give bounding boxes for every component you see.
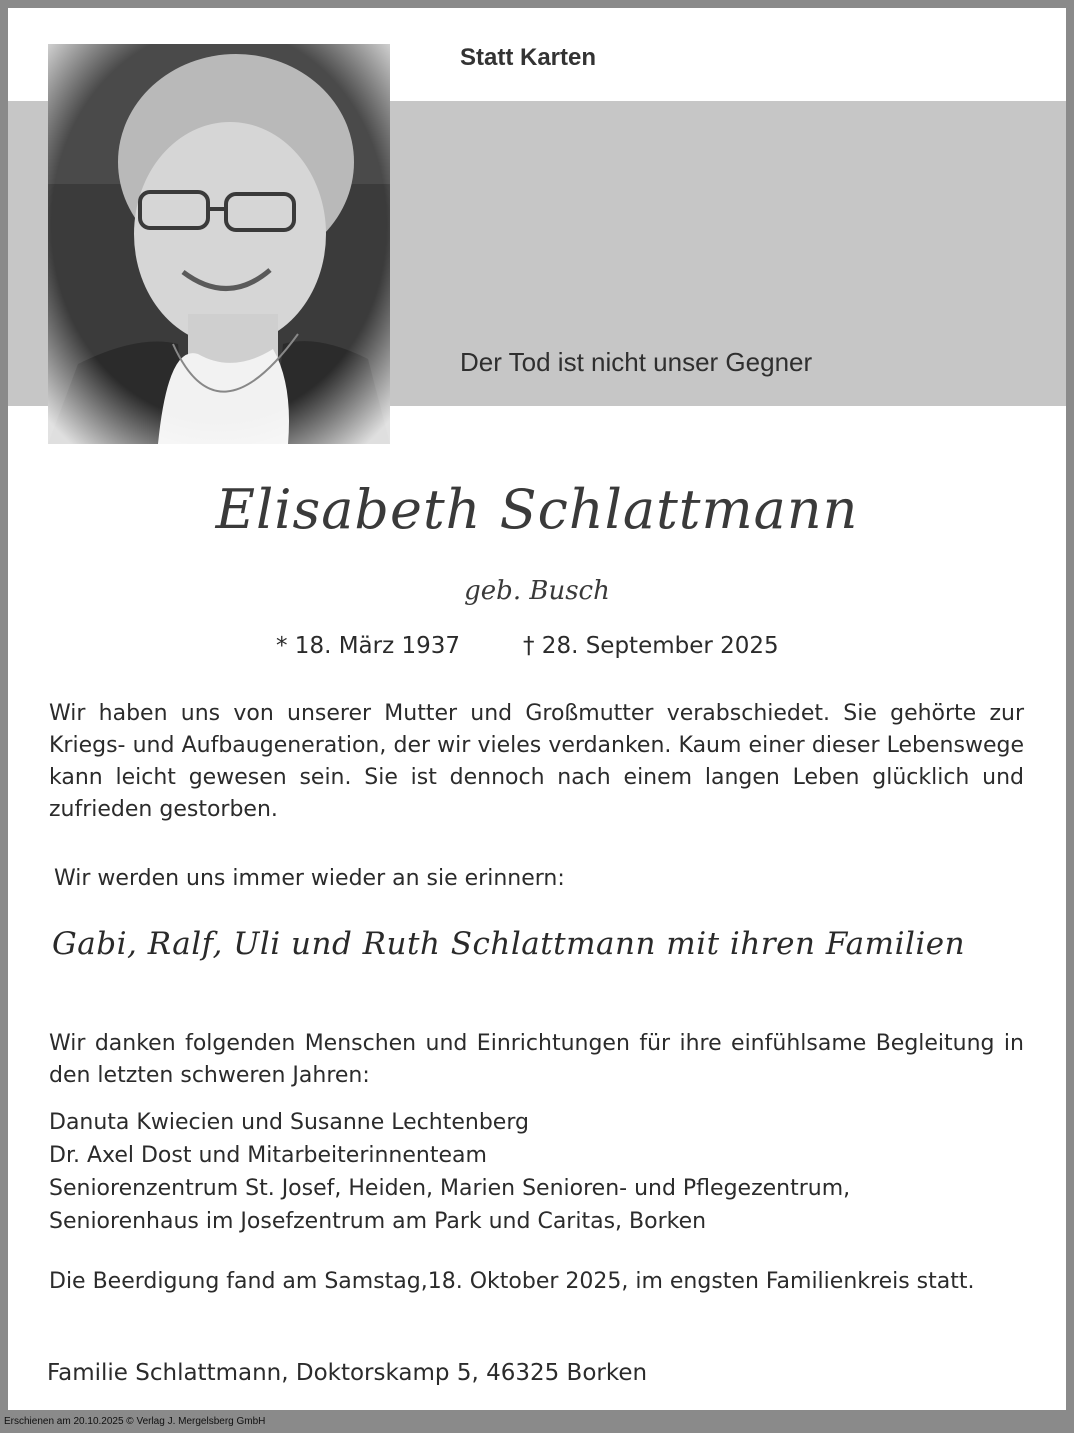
- thanks-list-item: Danuta Kwiecien und Susanne Lechtenberg: [49, 1110, 529, 1135]
- obituary-card: [8, 8, 1066, 1410]
- publication-credit: Erschienen am 20.10.2025 © Verlag J. Mergelsberg GmbH: [4, 1416, 266, 1427]
- thanks-list-item: Seniorenhaus im Josefzentrum am Park und Caritas, Borken: [49, 1209, 707, 1234]
- thanks-list-item: Seniorenzentrum St. Josef, Heiden, Marien Senioren- und Pflegezentrum,: [49, 1176, 851, 1201]
- funeral-paragraph: Die Beerdigung fand am Samstag,18. Oktober 2025, im engsten Familienkreis statt.: [49, 1269, 975, 1294]
- death-date: † 28. September 2025: [523, 633, 779, 659]
- remember-line: Wir werden uns immer wieder an sie erinnern:: [54, 866, 565, 891]
- thanks-list-item: Dr. Axel Dost und Mitarbeiterinnenteam: [49, 1143, 487, 1168]
- birth-date: * 18. März 1937: [276, 633, 461, 659]
- motto-text: Der Tod ist nicht unser Gegner: [460, 347, 813, 377]
- family-address: Familie Schlattmann, Doktorskamp 5, 46325 Borken: [47, 1360, 648, 1386]
- farewell-paragraph: Wir haben uns von unserer Mutter und Großmutter verabschiedet. Sie gehörte zur Kriegs- und Aufbaugeneration, der wir vieles verdanken. Kaum einer dieser Lebenswege kann leicht gewesen sein. Sie ist dennoch nach einem langen Leben glücklich und zufrieden gestorben.: [49, 701, 1024, 822]
- thanks-list: [49, 1106, 1024, 1238]
- thanks-intro: Wir danken folgenden Menschen und Einrichtungen für ihre einfühlsame Begleitung in den letzten schweren Jahren:: [49, 1031, 1024, 1088]
- deceased-name: Elisabeth Schlattmann: [215, 478, 859, 541]
- notice-label: Statt Karten: [460, 44, 597, 71]
- mourners-line: Gabi, Ralf, Uli und Ruth Schlattmann mit ihren Familien: [52, 926, 966, 962]
- portrait-photo: [48, 44, 390, 444]
- maiden-name: geb. Busch: [464, 576, 610, 606]
